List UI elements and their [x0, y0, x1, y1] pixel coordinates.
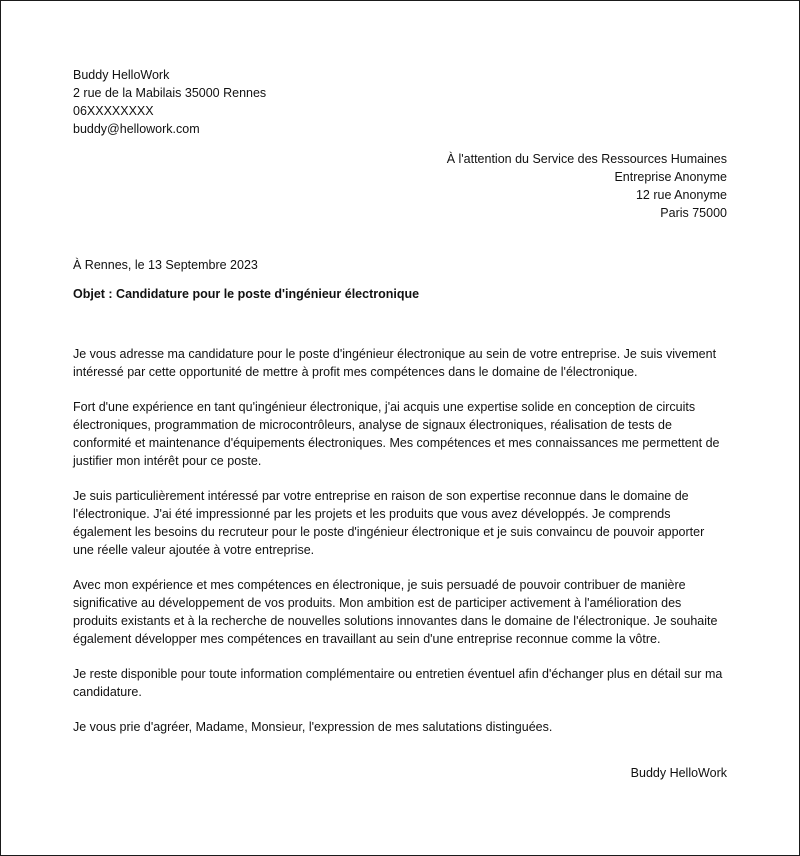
recipient-company: Entreprise Anonyme: [614, 170, 727, 184]
body-paragraph-1: Je vous adresse ma candidature pour le poste d'ingénieur électronique au sein de votre entreprise. Je suis vivement intéressé par cette opportunité de mettre à profit mes compétences dans le domaine de l'électronique.: [73, 347, 717, 379]
recipient-attention: À l'attention du Service des Ressources Humaines: [446, 152, 727, 166]
sender-block: [73, 66, 727, 138]
body-paragraph-5: Je reste disponible pour toute information complémentaire ou entretien éventuel afin d'échanger plus en détail sur ma candidature.: [73, 667, 723, 699]
closing-formula: Je vous prie d'agréer, Madame, Monsieur, l'expression de mes salutations distinguées.: [73, 720, 553, 734]
recipient-street: 12 rue Anonyme: [635, 188, 727, 202]
recipient-block: [73, 150, 727, 222]
subject-line: Objet : Candidature pour le poste d'ingénieur électronique: [73, 287, 420, 301]
date-line: À Rennes, le 13 Septembre 2023: [73, 258, 258, 272]
sender-name: Buddy HelloWork: [73, 68, 170, 82]
body-paragraph-4: Avec mon expérience et mes compétences en électronique, je suis persuadé de pouvoir contribuer de manière significative au développement de vos produits. Mon ambition est de participer activement à l'amélioration des produits existants et à la recherche de nouvelles solutions innovantes dans le domaine de l'électronique. Je souhaite également développer mes compétences en travaillant au sein d'une entreprise reconnue comme la vôtre.: [73, 578, 718, 646]
recipient-city: Paris 75000: [660, 206, 727, 220]
sender-email: buddy@hellowork.com: [73, 122, 200, 136]
body-paragraph-2: Fort d'une expérience en tant qu'ingénieur électronique, j'ai acquis une expertise solide en conception de circuits électroniques, programmation de microcontrôleurs, analyse de signaux électroniques, réalisation de tests de conformité et maintenance d'équipements électroniques. Mes compétences et mes connaissances me permettent de justifier mon intérêt pour ce poste.: [73, 400, 720, 468]
signature: Buddy HelloWork: [630, 766, 727, 780]
letter-body: [73, 345, 727, 736]
sender-phone: 06XXXXXXXX: [73, 104, 154, 118]
sender-address: 2 rue de la Mabilais 35000 Rennes: [73, 86, 267, 100]
body-paragraph-3: Je suis particulièrement intéressé par votre entreprise en raison de son expertise reconnue dans le domaine de l'électronique. J'ai été impressionné par les projets et les produits que vous avez développés. Je comprends également les besoins du recruteur pour le poste d'ingénieur électronique et je suis convaincu de pouvoir apporter une réelle valeur ajoutée à votre entreprise.: [73, 489, 705, 557]
